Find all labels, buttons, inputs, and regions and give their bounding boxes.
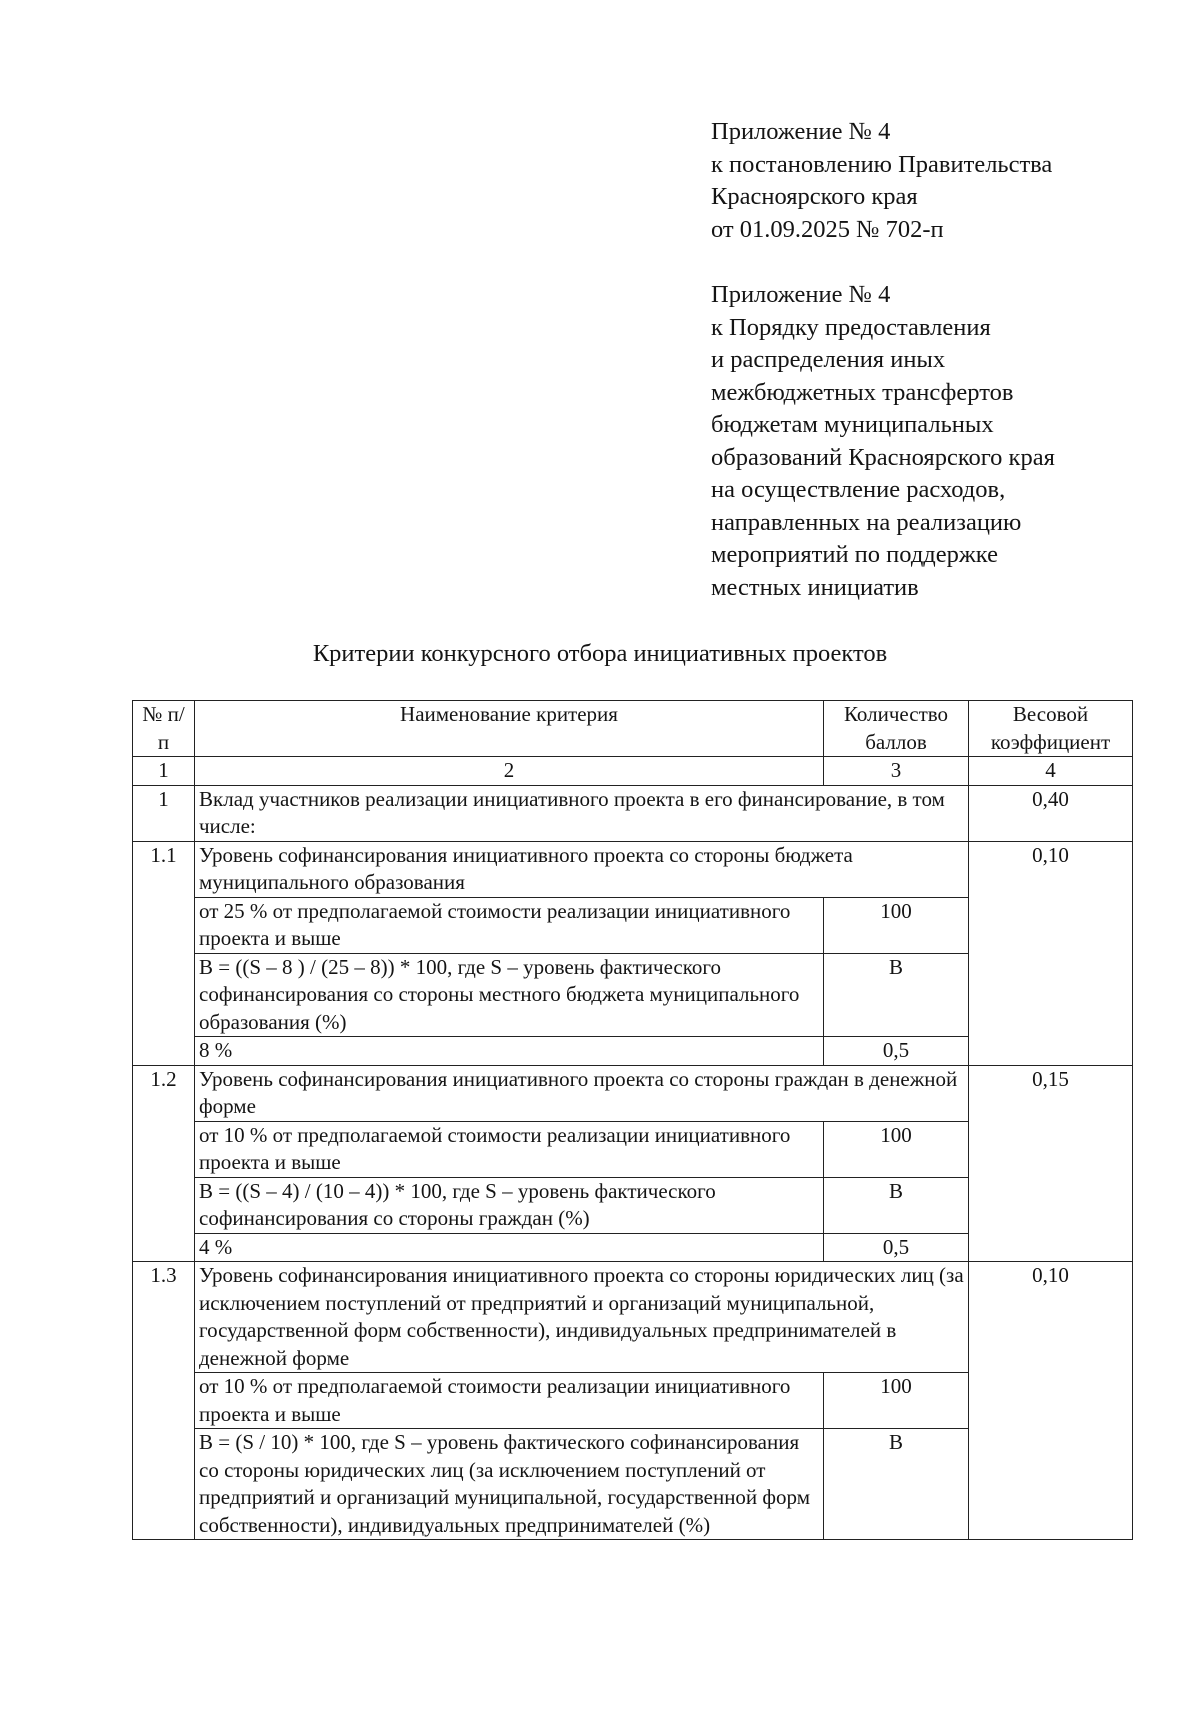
table-row	[133, 1065, 1133, 1121]
appendix-line: Красноярского края	[711, 183, 918, 210]
order-appendix-line: Приложение № 4	[711, 281, 891, 308]
criterion-name: Уровень софинансирования инициативного проекта со стороны юридических лиц (за исключением поступлений от предприятий и организаций муниципальной, государственной форм собственности), индивидуальных предпринимателей в денежной форме	[195, 1262, 969, 1373]
points-value: 0,5	[824, 1037, 969, 1066]
table-header-row	[133, 701, 1133, 757]
column-number-row	[133, 757, 1133, 786]
order-appendix-line: направленных на реализацию	[711, 508, 1022, 536]
points-value: В	[824, 953, 969, 1037]
criteria-table	[132, 700, 1133, 1540]
row-number: 1.1	[133, 841, 195, 1065]
order-appendix-line: к Порядку предоставления	[711, 313, 991, 341]
criterion-condition: от 10 % от предполагаемой стоимости реализации инициативного проекта и выше	[195, 1121, 824, 1177]
order-appendix-line: на осуществление расходов,	[711, 476, 1006, 503]
points-value: В	[824, 1177, 969, 1233]
appendix-header	[711, 116, 1171, 604]
appendix-line: к постановлению Правительства	[711, 150, 1053, 178]
criterion-name: Уровень софинансирования инициативного проекта со стороны бюджета муниципального образования	[195, 841, 969, 897]
order-appendix-line: местных инициатив	[711, 573, 919, 601]
criterion-condition: 8 %	[195, 1037, 824, 1066]
column-number: 2	[195, 757, 824, 786]
order-appendix-line: бюджетам муниципальных	[711, 411, 994, 438]
criterion-name: Уровень софинансирования инициативного проекта со стороны граждан в денежной форме	[195, 1065, 969, 1121]
criterion-condition: В = ((S – 8 ) / (25 – 8)) * 100, где S – уровень фактического софинансирования со стороны местного бюджета муниципального образования (%)	[195, 953, 824, 1037]
weight-value: 0,10	[969, 841, 1133, 1065]
appendix-line: Приложение № 4	[711, 118, 891, 145]
weight-value: 0,40	[969, 785, 1133, 841]
criterion-condition: от 25 % от предполагаемой стоимости реализации инициативного проекта и выше	[195, 897, 824, 953]
row-number: 1.2	[133, 1065, 195, 1262]
points-value: 0,5	[824, 1233, 969, 1262]
criterion-condition: В = ((S – 4) / (10 – 4)) * 100, где S – уровень фактического софинансирования со стороны граждан (%)	[195, 1177, 824, 1233]
appendix-line: от 01.09.2025 № 702-п	[711, 215, 944, 243]
spacer	[711, 246, 1171, 279]
criterion-condition: от 10 % от предполагаемой стоимости реализации инициативного проекта и выше	[195, 1373, 824, 1429]
row-number: 1	[133, 785, 195, 841]
order-appendix-line: образований Красноярского края	[711, 443, 1055, 471]
header-name: Наименование критерия	[195, 701, 824, 757]
table-row	[133, 785, 1133, 841]
points-value: 100	[824, 897, 969, 953]
column-number: 3	[824, 757, 969, 786]
column-number: 4	[969, 757, 1133, 786]
points-value: 100	[824, 1121, 969, 1177]
points-value: В	[824, 1429, 969, 1540]
table-row	[133, 841, 1133, 897]
order-appendix-line: мероприятий по поддержке	[711, 541, 998, 568]
header-weight: Весовой коэффициент	[969, 701, 1133, 757]
criterion-condition: В = (S / 10) * 100, где S – уровень фактического софинансирования со стороны юридических лиц (за исключением поступлений от предприятий и организаций муниципальной, государственной форм собственности), индивидуальных предпринимателей (%)	[195, 1429, 824, 1540]
criterion-condition: 4 %	[195, 1233, 824, 1262]
header-points: Количество баллов	[824, 701, 969, 757]
criterion-name: Вклад участников реализации инициативного проекта в его финансирование, в том числе:	[195, 785, 969, 841]
order-appendix-line: межбюджетных трансфертов	[711, 378, 1014, 406]
column-number: 1	[133, 757, 195, 786]
header-num: № п/п	[133, 701, 195, 757]
weight-value: 0,10	[969, 1262, 1133, 1540]
table-row	[133, 1262, 1133, 1373]
points-value: 100	[824, 1373, 969, 1429]
row-number: 1.3	[133, 1262, 195, 1540]
weight-value: 0,15	[969, 1065, 1133, 1262]
document-title: Критерии конкурсного отбора инициативных проектов	[312, 640, 888, 667]
order-appendix-line: и распределения иных	[711, 346, 946, 373]
